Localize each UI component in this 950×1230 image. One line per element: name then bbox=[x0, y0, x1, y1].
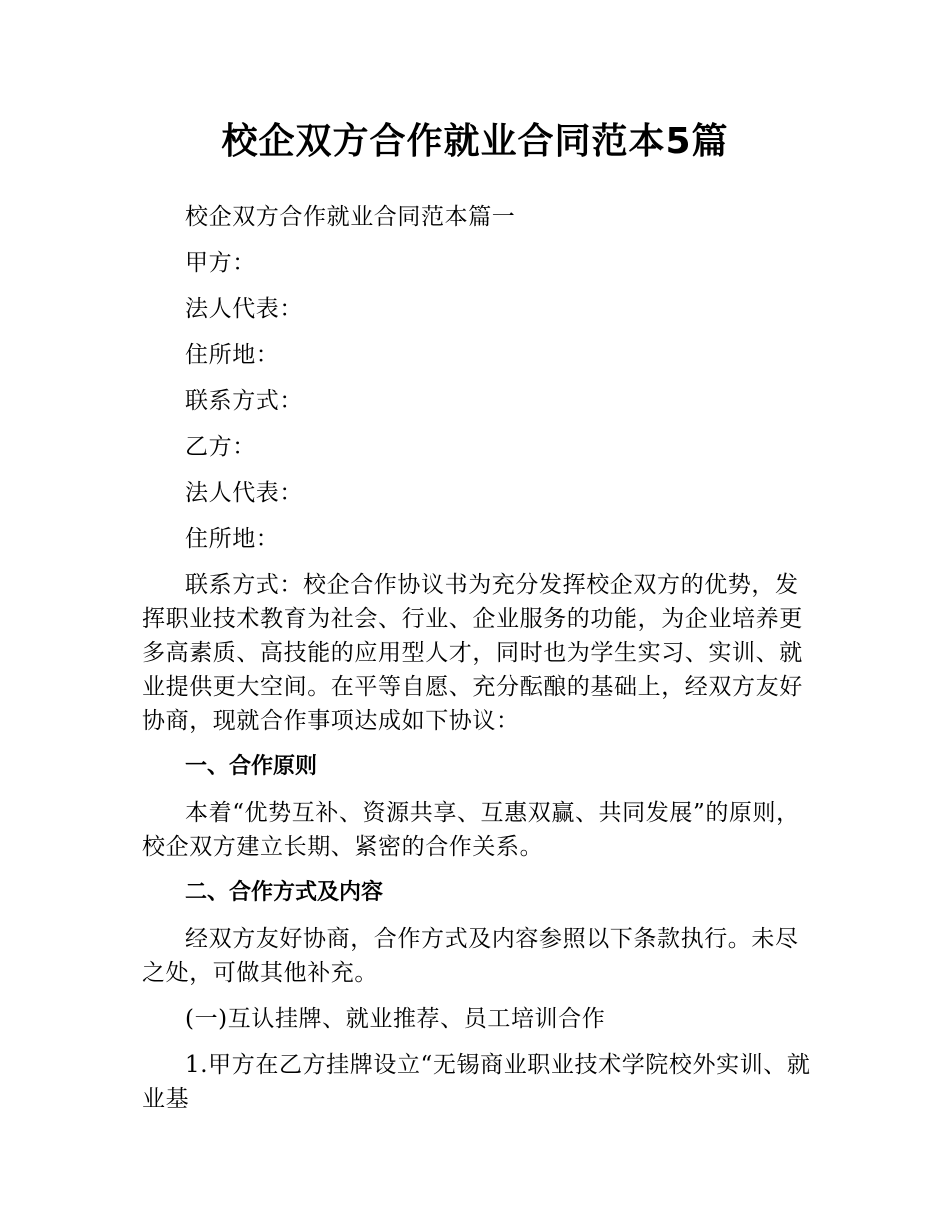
document-body bbox=[142, 200, 814, 1128]
party-a-label: 甲方： bbox=[185, 250, 256, 276]
party-a-address: 住所地： bbox=[185, 342, 280, 368]
document-title: 校企双方合作就业合同范本5篇 bbox=[221, 121, 729, 162]
subsection-heading: (一)互认挂牌、就业推荐、员工培训合作 bbox=[185, 1006, 606, 1032]
section-subtitle: 校企双方合作就业合同范本篇一 bbox=[185, 204, 516, 230]
methods-paragraph: 经双方友好协商，合作方式及内容参照以下条款执行。未尽之处，可做其他补充。 bbox=[142, 926, 799, 986]
party-b-address: 住所地： bbox=[185, 526, 280, 552]
intro-paragraph: 联系方式：校企合作协议书为充分发挥校企双方的优势，发挥职业技术教育为社会、行业、企业服务的功能，为企业培养更多高素质、高技能的应用型人才，同时也为学生实习、实训、就业提供更大空间。在平等自愿、充分酝酿的基础上，经双方友好协商，现就合作事项达成如下协议： bbox=[142, 572, 803, 734]
section-heading-methods: 二、合作方式及内容 bbox=[185, 880, 384, 905]
section-heading-principles: 一、合作原则 bbox=[185, 754, 318, 779]
party-b-label: 乙方： bbox=[185, 434, 256, 460]
clause-1: 1.甲方在乙方挂牌设立“无锡商业职业技术学院校外实训、就业基 bbox=[142, 1052, 811, 1112]
party-a-contact: 联系方式： bbox=[185, 388, 303, 414]
party-b-legal-rep: 法人代表： bbox=[185, 480, 303, 506]
principles-paragraph: 本着“优势互补、资源共享、互惠双赢、共同发展”的原则，校企双方建立长期、紧密的合作关系。 bbox=[142, 800, 800, 860]
party-a-legal-rep: 法人代表： bbox=[185, 296, 303, 322]
